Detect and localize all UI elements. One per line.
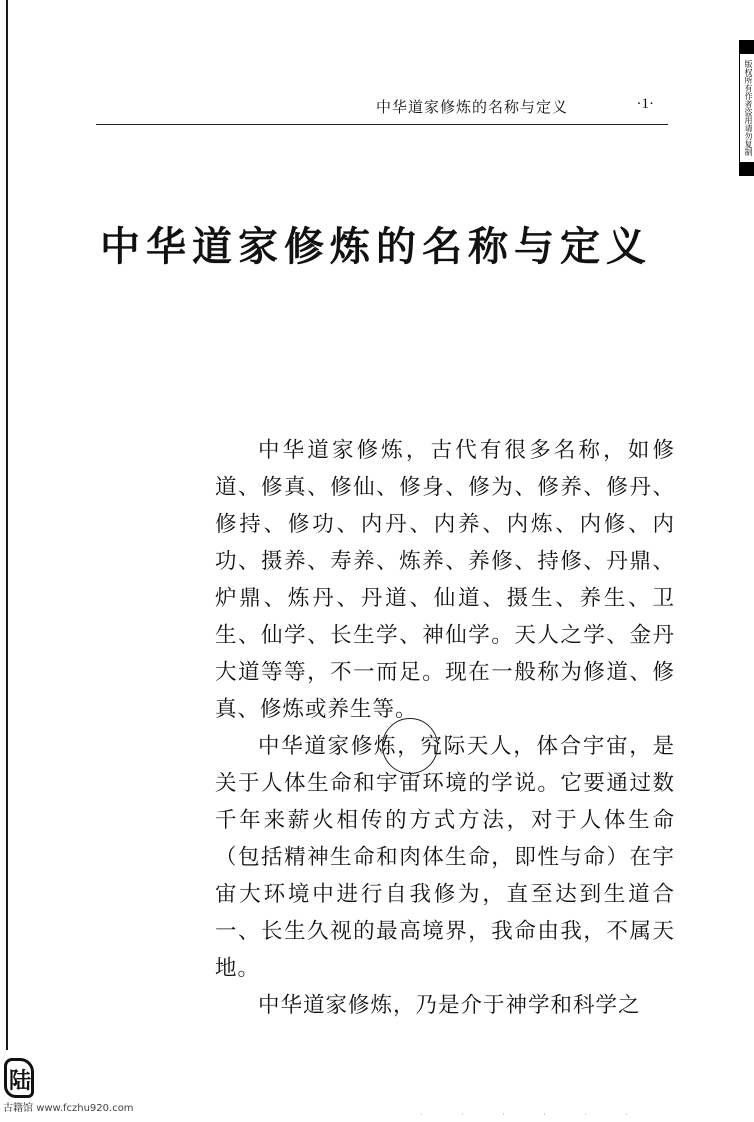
scan-specks: · · · · · · [420, 1110, 646, 1119]
page-number: ·1· [636, 96, 654, 112]
page-left-edge [6, 0, 8, 1050]
side-strip-text: 版权所有作者盗用请勿复制 [744, 60, 753, 156]
paragraph: 中华道家修炼，乃是介于神学和科学之 [258, 993, 641, 1018]
watermark-url: www.fczhu920.com [36, 1103, 134, 1114]
paragraph: 中华道家修炼，古代有很多名称，如修道、修真、修仙、修身、修为、修养、修丹、修持、修功、内丹、内养、内炼、内修、内功、摄养、寿养、炼养、养修、持修、丹鼎、炉鼎、炼丹、丹道、仙道、摄生、养生、卫生、仙学、长生学、神仙学。天人之学、金丹大道等等，不一而足。现在一般称为修道、修真、修炼或养生等。 [215, 438, 675, 722]
library-stamp-icon [4, 1058, 34, 1098]
side-copyright-strip [739, 40, 754, 176]
body-text [215, 432, 675, 1024]
strip-top-block [740, 40, 754, 54]
watermark [3, 1099, 134, 1114]
running-header [96, 92, 668, 125]
strip-bottom-block [740, 162, 754, 176]
watermark-label: 古籍馆 [3, 1103, 33, 1114]
handwritten-circle-mark [382, 718, 438, 774]
running-header-title: 中华道家修炼的名称与定义 [375, 98, 568, 116]
chapter-title: 中华道家修炼的名称与定义 [100, 224, 652, 270]
paragraph: 中华道家修炼，究际天人，体合宇宙，是关于人体生命和宇宙环境的学说。它要通过数千年来薪火相传的方式方法，对于人体生命（包括精神生命和肉体生命，即性与命）在宇宙大环境中进行自我修为，直至达到生道合一、长生久视的最高境界，我命由我，不属天地。 [215, 734, 675, 981]
stamp-glyph: 陆 [9, 1069, 32, 1094]
